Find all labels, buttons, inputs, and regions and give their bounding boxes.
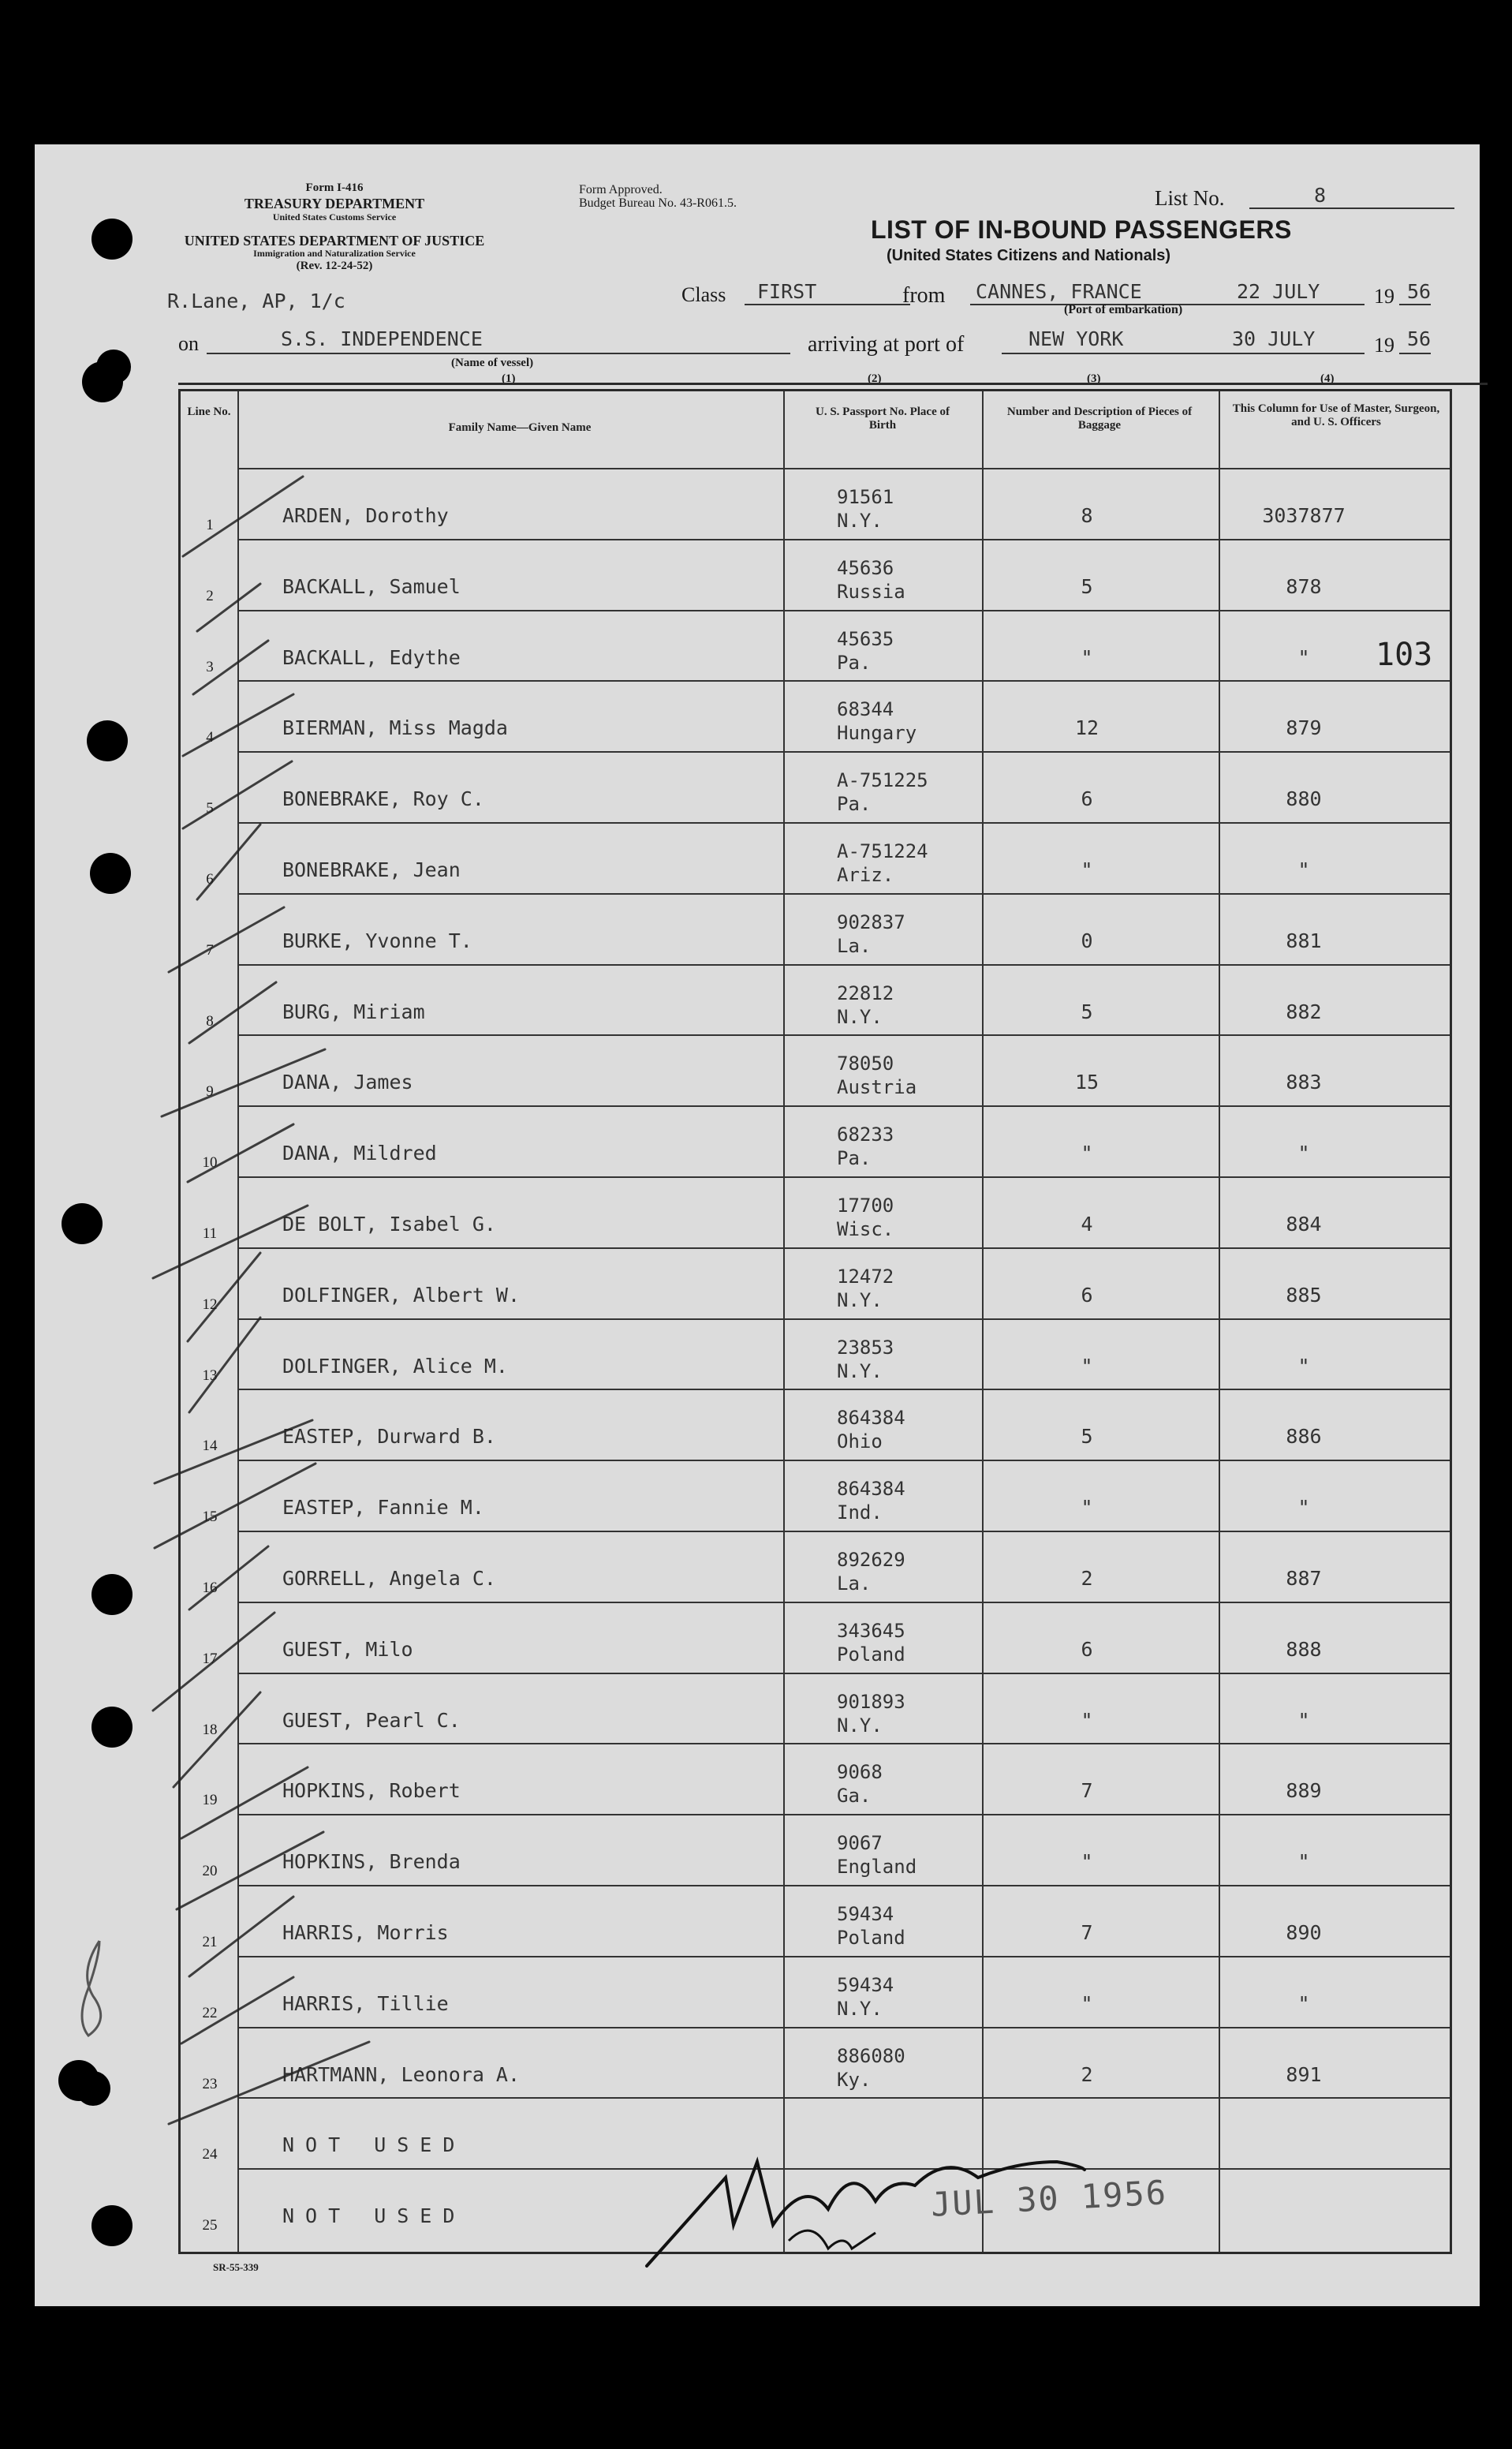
passenger-name: DANA, James bbox=[282, 1071, 413, 1094]
check-mark bbox=[183, 761, 292, 828]
baggage-count: 2 bbox=[1081, 2062, 1093, 2086]
place-of-birth: La. bbox=[837, 934, 872, 957]
check-mark bbox=[183, 694, 293, 756]
place-of-birth: Ind. bbox=[837, 1501, 883, 1524]
place-of-birth: England bbox=[837, 1856, 917, 1879]
officer-number: 889 bbox=[1286, 1779, 1322, 1803]
officer-number: 891 bbox=[1286, 2062, 1322, 2086]
passenger-name: HOPKINS, Brenda bbox=[282, 1850, 461, 1874]
place-of-birth: Hungary bbox=[837, 722, 917, 745]
officer-number: " bbox=[1297, 1708, 1310, 1732]
column-number-4: (4) bbox=[1320, 372, 1335, 385]
passenger-name: BURG, Miriam bbox=[282, 1000, 425, 1023]
year-prefix-2: 19 bbox=[1374, 334, 1394, 357]
passenger-name: BONEBRAKE, Roy C. bbox=[282, 787, 484, 811]
passport-number: 9068 bbox=[837, 1761, 883, 1784]
check-mark bbox=[155, 1464, 315, 1548]
passenger-name: NOT USED bbox=[282, 2204, 466, 2228]
passport-number: A-751225 bbox=[837, 769, 928, 792]
baggage-count: " bbox=[1081, 858, 1093, 881]
passport-number: 91561 bbox=[837, 486, 894, 508]
passport-number: 68233 bbox=[837, 1124, 894, 1146]
line-number: 13 bbox=[202, 1367, 218, 1384]
arrival-year: 56 bbox=[1407, 327, 1432, 350]
baggage-count: 6 bbox=[1081, 787, 1093, 811]
customs-service: United States Customs Service bbox=[272, 211, 397, 222]
officer-number: 880 bbox=[1286, 787, 1322, 811]
list-number-label: List No. bbox=[1155, 186, 1225, 210]
passenger-name: ARDEN, Dorothy bbox=[282, 504, 449, 527]
passenger-name: HARTMANN, Leonora A. bbox=[282, 2062, 521, 2086]
initials-mark bbox=[789, 2230, 875, 2249]
passenger-name: HARRIS, Morris bbox=[282, 1921, 449, 1944]
passport-number: 22812 bbox=[837, 981, 894, 1004]
officer-number: 886 bbox=[1286, 1425, 1322, 1449]
column-number-3: (3) bbox=[1087, 372, 1101, 385]
line-number: 9 bbox=[206, 1083, 214, 1101]
officer-number: 885 bbox=[1286, 1283, 1322, 1307]
passenger-name: HOPKINS, Robert bbox=[282, 1779, 461, 1803]
arrival-date: 30 JULY bbox=[1232, 327, 1316, 350]
passport-number: 864384 bbox=[837, 1478, 905, 1501]
line-number: 24 bbox=[202, 2146, 218, 2163]
form-code: SR-55-339 bbox=[213, 2261, 259, 2273]
passport-number: 886080 bbox=[837, 2044, 905, 2067]
passport-number: 59434 bbox=[837, 1903, 894, 1925]
place-of-birth: Pa. bbox=[837, 651, 872, 674]
passenger-name: DOLFINGER, Albert W. bbox=[282, 1283, 521, 1307]
baggage-count: " bbox=[1081, 1496, 1093, 1520]
check-mark bbox=[174, 1692, 260, 1787]
place-of-birth: N.Y. bbox=[837, 1359, 883, 1382]
officer-number: 879 bbox=[1286, 716, 1322, 740]
officer-number: " bbox=[1297, 1991, 1310, 2015]
justice-dept: UNITED STATES DEPARTMENT OF JUSTICE bbox=[184, 233, 485, 249]
officer-number: " bbox=[1297, 1496, 1310, 1520]
baggage-count: " bbox=[1081, 1354, 1093, 1378]
baggage-count: " bbox=[1081, 1850, 1093, 1874]
page-title: LIST OF IN-BOUND PASSENGERS bbox=[871, 215, 1292, 244]
check-mark bbox=[188, 1124, 293, 1182]
embarkation-port: CANNES, FRANCE bbox=[976, 280, 1142, 303]
check-mark bbox=[197, 824, 260, 899]
place-of-birth: Wisc. bbox=[837, 1218, 894, 1240]
baggage-count: " bbox=[1081, 1991, 1093, 2015]
side-mark-glyph bbox=[82, 1941, 101, 2036]
page-subtitle: (United States Citizens and Nationals) bbox=[887, 247, 1171, 264]
passport-number: 78050 bbox=[837, 1053, 894, 1075]
arriving-label: arriving at port of bbox=[808, 332, 965, 357]
passport-number: 68344 bbox=[837, 698, 894, 721]
officer-number: 878 bbox=[1286, 574, 1322, 598]
header-line-no: Line No. bbox=[187, 406, 231, 418]
line-number: 8 bbox=[206, 1012, 214, 1030]
baggage-count: " bbox=[1081, 645, 1093, 669]
place-of-birth: N.Y. bbox=[837, 510, 883, 532]
place-of-birth: Pa. bbox=[837, 793, 872, 816]
check-mark bbox=[183, 477, 303, 556]
check-mark bbox=[177, 1832, 323, 1909]
passenger-name: GUEST, Pearl C. bbox=[282, 1708, 461, 1732]
header-family-name: Family Name—Given Name bbox=[448, 421, 592, 434]
baggage-count: 4 bbox=[1081, 1213, 1093, 1236]
departure-date: 22 JULY bbox=[1237, 280, 1320, 303]
place-of-birth: Russia bbox=[837, 580, 905, 603]
header-passport: U. S. Passport No. Place of Birth bbox=[816, 406, 950, 432]
baggage-count: 5 bbox=[1081, 574, 1093, 598]
officer-number: " bbox=[1297, 1142, 1310, 1165]
vessel-name: S.S. INDEPENDENCE bbox=[281, 327, 483, 350]
passport-number: 9067 bbox=[837, 1832, 883, 1855]
passenger-name: BACKALL, Samuel bbox=[282, 574, 461, 598]
baggage-count: 12 bbox=[1074, 716, 1099, 740]
passenger-name: EASTEP, Durward B. bbox=[282, 1425, 496, 1449]
line-number: 25 bbox=[202, 2217, 218, 2234]
check-mark bbox=[155, 1420, 312, 1483]
check-mark bbox=[189, 1897, 293, 1976]
passenger-name: GUEST, Milo bbox=[282, 1637, 413, 1661]
line-number: 22 bbox=[202, 2004, 218, 2021]
check-mark bbox=[169, 907, 284, 972]
passenger-name: BURKE, Yvonne T. bbox=[282, 929, 472, 952]
passenger-name: BIERMAN, Miss Magda bbox=[282, 716, 508, 740]
place-of-birth: Ariz. bbox=[837, 864, 894, 886]
column-number-2: (2) bbox=[868, 372, 882, 385]
check-mark bbox=[162, 1049, 325, 1116]
line-number: 21 bbox=[202, 1934, 218, 1950]
passenger-name: BONEBRAKE, Jean bbox=[282, 858, 461, 881]
line-number: 11 bbox=[202, 1225, 218, 1242]
year-prefix: 19 bbox=[1374, 285, 1394, 308]
officer-number: 888 bbox=[1286, 1637, 1322, 1661]
check-mark bbox=[193, 641, 268, 694]
baggage-count: 7 bbox=[1081, 1779, 1093, 1803]
passport-number: 59434 bbox=[837, 1973, 894, 1996]
officer-number: 3037877 bbox=[1262, 504, 1346, 527]
officer-number: " bbox=[1297, 1850, 1310, 1874]
officer-number: 884 bbox=[1286, 1213, 1322, 1236]
form-revision: (Rev. 12-24-52) bbox=[296, 260, 373, 272]
passport-number: 12472 bbox=[837, 1265, 894, 1288]
baggage-count: 15 bbox=[1074, 1071, 1099, 1094]
passport-number: 23853 bbox=[837, 1336, 894, 1359]
officer-signature-line: R.Lane, AP, 1/c bbox=[167, 290, 345, 312]
passenger-name: HARRIS, Tillie bbox=[282, 1991, 449, 2015]
embarkation-caption: (Port of embarkation) bbox=[1064, 303, 1183, 316]
column-number-1: (1) bbox=[502, 372, 516, 385]
line-number: 19 bbox=[202, 1792, 218, 1809]
place-of-birth: Poland bbox=[837, 1927, 905, 1949]
passenger-name: DE BOLT, Isabel G. bbox=[282, 1213, 496, 1236]
passport-number: 892629 bbox=[837, 1549, 905, 1571]
passenger-name: DANA, Mildred bbox=[282, 1142, 437, 1165]
line-number: 10 bbox=[202, 1154, 218, 1172]
budget-bureau: Budget Bureau No. 43-R061.5. bbox=[579, 196, 737, 210]
passport-number: A-751224 bbox=[837, 840, 928, 862]
check-mark bbox=[181, 1977, 293, 2043]
line-number: 1 bbox=[206, 517, 214, 533]
baggage-count: " bbox=[1081, 1142, 1093, 1165]
passport-number: 902837 bbox=[837, 910, 905, 933]
officer-number: 882 bbox=[1286, 1000, 1322, 1023]
officer-number: " bbox=[1297, 645, 1310, 669]
vessel-caption: (Name of vessel) bbox=[451, 357, 534, 369]
place-of-birth: Austria bbox=[837, 1076, 917, 1099]
passport-number: 17700 bbox=[837, 1195, 894, 1217]
check-mark bbox=[181, 1767, 308, 1838]
immigration-service: Immigration and Naturalization Service bbox=[253, 248, 416, 259]
form-number: Form I-416 bbox=[305, 181, 364, 194]
baggage-count: 7 bbox=[1081, 1921, 1093, 1944]
officer-number: 881 bbox=[1286, 929, 1322, 952]
passport-number: 901893 bbox=[837, 1690, 905, 1713]
date-stamp: JUL 30 1956 bbox=[929, 2173, 1169, 2224]
line-number: 17 bbox=[202, 1650, 218, 1667]
line-number: 5 bbox=[206, 800, 214, 817]
place-of-birth: N.Y. bbox=[837, 1005, 883, 1028]
line-number: 20 bbox=[202, 1863, 218, 1880]
baggage-count: 5 bbox=[1081, 1000, 1093, 1023]
check-mark bbox=[169, 2042, 369, 2124]
place-of-birth: Ohio bbox=[837, 1430, 883, 1453]
baggage-count: 5 bbox=[1081, 1425, 1093, 1449]
line-number: 18 bbox=[202, 1721, 218, 1738]
departure-year: 56 bbox=[1407, 280, 1432, 303]
passport-number: 45635 bbox=[837, 627, 894, 650]
place-of-birth: Poland bbox=[837, 1643, 905, 1666]
list-number: 8 bbox=[1314, 184, 1327, 207]
officer-number: 883 bbox=[1286, 1071, 1322, 1094]
passenger-name: BACKALL, Edythe bbox=[282, 645, 461, 669]
check-mark bbox=[189, 1546, 268, 1610]
passport-number: 343645 bbox=[837, 1619, 905, 1642]
check-mark bbox=[153, 1206, 308, 1278]
line-number: 6 bbox=[206, 871, 214, 888]
place-of-birth: Ky. bbox=[837, 2068, 872, 2091]
line-number: 15 bbox=[202, 1509, 218, 1526]
place-of-birth: N.Y. bbox=[837, 1288, 883, 1311]
line-number: 12 bbox=[202, 1296, 218, 1313]
line-number: 4 bbox=[206, 729, 214, 746]
check-mark bbox=[189, 1318, 260, 1412]
arrival-port: NEW YORK bbox=[1029, 327, 1124, 350]
from-label: from bbox=[902, 283, 946, 308]
officer-number: 887 bbox=[1286, 1567, 1322, 1590]
place-of-birth: N.Y. bbox=[837, 1714, 883, 1737]
class-value: FIRST bbox=[757, 280, 817, 303]
line-number: 16 bbox=[202, 1580, 218, 1596]
line-number: 3 bbox=[206, 658, 214, 675]
treasury-dept: TREASURY DEPARTMENT bbox=[244, 196, 425, 211]
passenger-name: GORRELL, Angela C. bbox=[282, 1567, 496, 1590]
header-baggage: Number and Description of Pieces of Baggage bbox=[1006, 406, 1193, 432]
margin-number: 103 bbox=[1376, 637, 1433, 673]
baggage-count: 6 bbox=[1081, 1283, 1093, 1307]
on-label: on bbox=[178, 332, 199, 355]
place-of-birth: N.Y. bbox=[837, 1997, 883, 2020]
form-approved: Form Approved. bbox=[579, 183, 663, 196]
header-officers: This Column for Use of Master, Surgeon, and U. S. Officers bbox=[1232, 402, 1440, 429]
baggage-count: 0 bbox=[1081, 929, 1093, 952]
officer-number: " bbox=[1297, 858, 1310, 881]
line-number: 7 bbox=[206, 941, 214, 959]
passenger-name: DOLFINGER, Alice M. bbox=[282, 1354, 508, 1378]
passenger-name: NOT USED bbox=[282, 2133, 466, 2157]
line-number: 23 bbox=[202, 2075, 218, 2092]
passport-number: 864384 bbox=[837, 1407, 905, 1430]
baggage-count: 8 bbox=[1081, 504, 1093, 527]
place-of-birth: Pa. bbox=[837, 1147, 872, 1170]
check-mark bbox=[189, 982, 276, 1043]
baggage-count: " bbox=[1081, 1708, 1093, 1732]
check-mark bbox=[188, 1253, 260, 1341]
check-mark bbox=[197, 584, 260, 631]
baggage-count: 2 bbox=[1081, 1567, 1093, 1590]
officer-number: " bbox=[1297, 1354, 1310, 1378]
place-of-birth: Ga. bbox=[837, 1785, 872, 1808]
line-number: 14 bbox=[202, 1438, 218, 1455]
class-label: Class bbox=[681, 283, 726, 306]
baggage-count: 6 bbox=[1081, 1637, 1093, 1661]
officer-number: 890 bbox=[1286, 1921, 1322, 1944]
place-of-birth: La. bbox=[837, 1572, 872, 1595]
passport-number: 45636 bbox=[837, 556, 894, 579]
line-number: 2 bbox=[206, 587, 214, 604]
passenger-name: EASTEP, Fannie M. bbox=[282, 1496, 484, 1520]
